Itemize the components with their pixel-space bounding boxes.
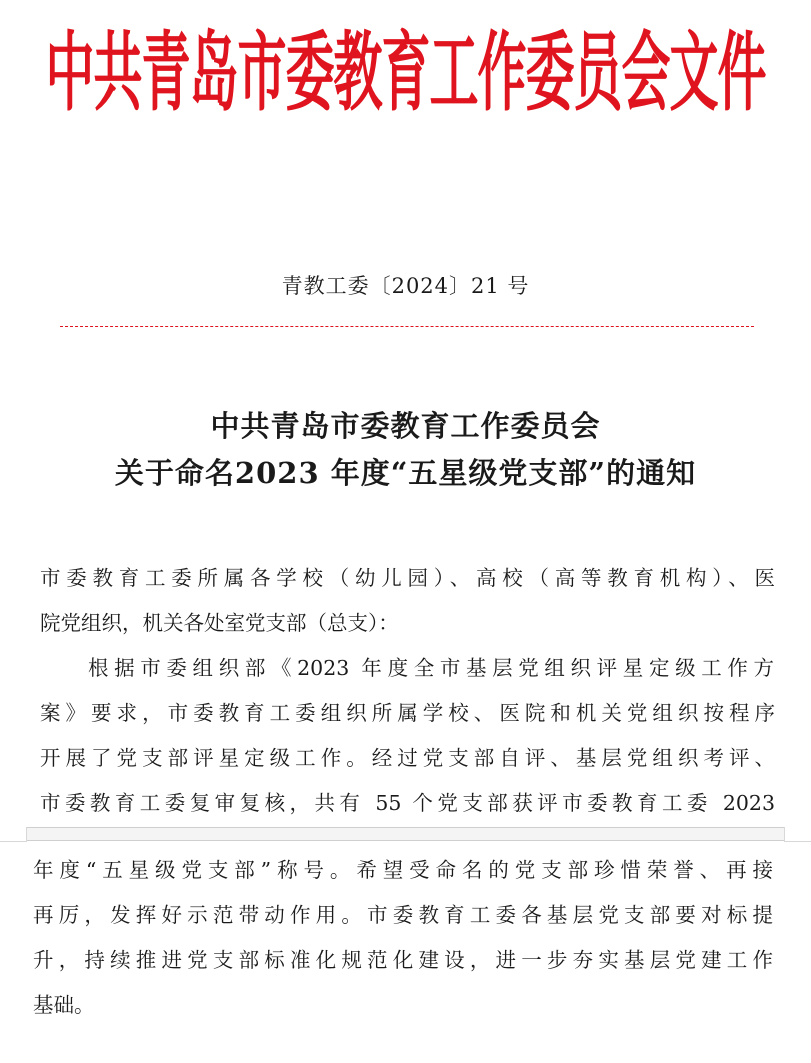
page-break-separator <box>0 823 811 845</box>
red-separator-line <box>60 326 754 327</box>
body-line: 院党组织，机关各处室党支部（总支）： <box>40 611 399 635</box>
notice-title-line-2: 关于命名2023 年度“五星级党支部”的通知 <box>114 456 697 490</box>
body-line: 市委教育工委所属各学校（幼儿园）、高校（高等教育机构）、医 <box>40 566 775 590</box>
body-line: 再厉，发挥好示范带动作用。市委教育工委各基层党支部要对标提 <box>33 903 773 927</box>
document-header-title: 中共青岛市委教育工作委员会文件 <box>45 23 766 123</box>
body-line: 案》要求，市委教育工委组织所属学校、医院和机关党组织按程序 <box>40 701 775 725</box>
body-line: 年度“五星级党支部”称号。希望受命名的党支部珍惜荣誉、再接 <box>33 858 773 882</box>
body-line: 基础。 <box>33 993 95 1017</box>
body-line: 根据市委组织部《2023 年度全市基层党组织评星定级工作方 <box>88 656 774 680</box>
page-corner-right <box>784 827 811 842</box>
notice-title-line-1: 中共青岛市委教育工作委员会 <box>210 409 601 443</box>
page-corner-left <box>0 827 27 842</box>
body-line: 升，持续推进党支部标准化规范化建设，进一步夯实基层党建工作 <box>33 948 773 972</box>
body-line: 开展了党支部评星定级工作。经过党支部自评、基层党组织考评、 <box>40 746 775 770</box>
notice-title <box>0 403 811 497</box>
document-number: 青教工委〔2024〕21 号 <box>281 274 530 298</box>
body-line: 市委教育工委复审复核，共有 55 个党支部获评市委教育工委 2023 <box>40 791 775 815</box>
